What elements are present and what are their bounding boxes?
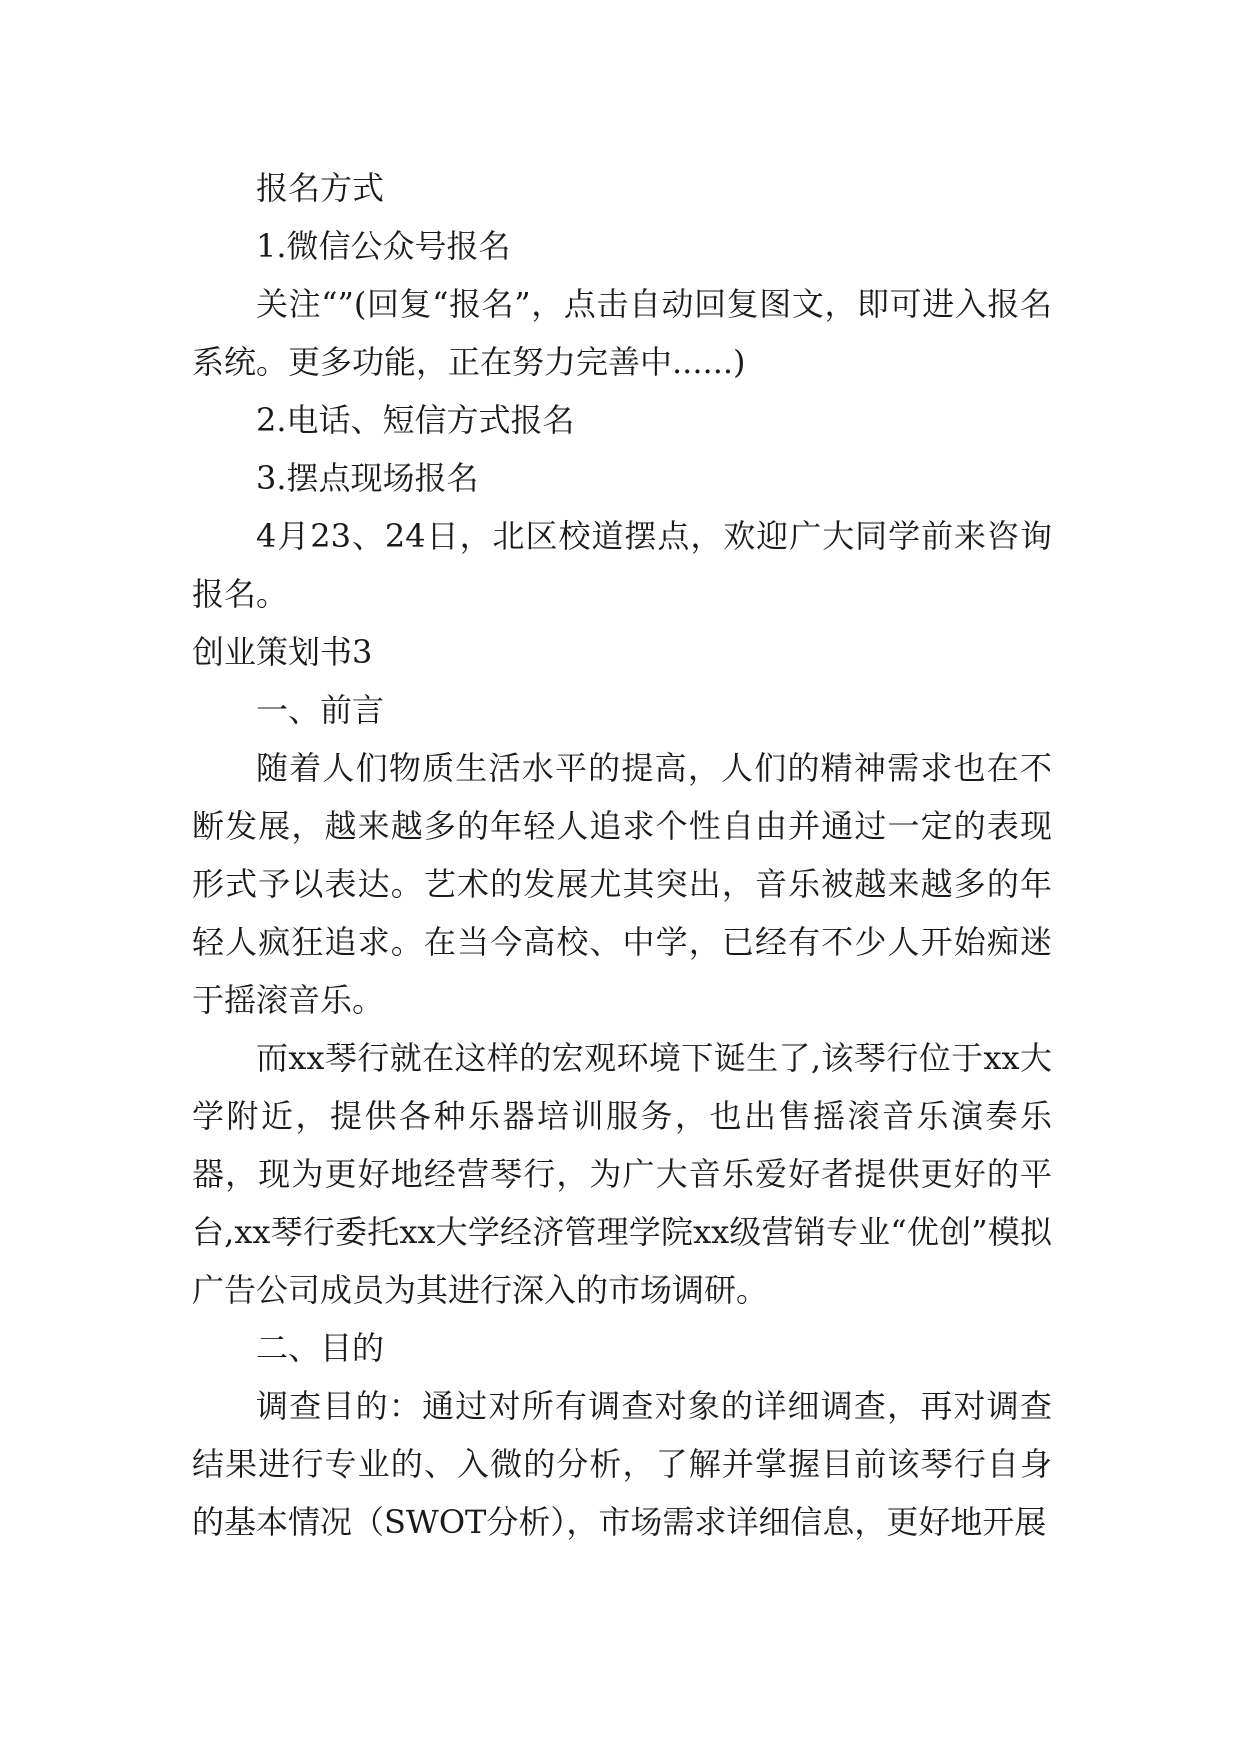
paragraph: 4月23、24日，北区校道摆点，欢迎广大同学前来咨询报名。 bbox=[192, 517, 1052, 613]
document-body bbox=[192, 159, 1052, 1551]
paragraph: 随着人们物质生活水平的提高，人们的精神需求也在不断发展，越来越多的年轻人追求个性自由并通过一定的表现形式予以表达。艺术的发展尤其突出，音乐被越来越多的年轻人疯狂追求。在当今高校、中学，已经有不少人开始痴迷于摇滚音乐。 bbox=[192, 749, 1052, 1019]
paragraph: 调查目的：通过对所有调查对象的详细调查，再对调查结果进行专业的、入微的分析，了解并掌握目前该琴行自身的基本情况（SWOT分析），市场需求详细信息，更好地开展 bbox=[192, 1387, 1052, 1541]
list-item: 3.摆点现场报名 bbox=[256, 459, 479, 497]
paragraph: 关注“”(回复“报名”，点击自动回复图文，即可进入报名系统。更多功能，正在努力完善中......) bbox=[192, 285, 1052, 381]
list-item: 2.电话、短信方式报名 bbox=[256, 401, 575, 439]
document-title: 创业策划书3 bbox=[192, 633, 373, 671]
list-item: 1.微信公众号报名 bbox=[256, 227, 511, 265]
section-heading: 二、目的 bbox=[256, 1329, 385, 1367]
section-heading: 报名方式 bbox=[256, 169, 385, 207]
section-heading: 一、前言 bbox=[256, 691, 385, 729]
paragraph: 而xx琴行就在这样的宏观环境下诞生了,该琴行位于xx大学附近，提供各种乐器培训服务，也出售摇滚音乐演奏乐器，现为更好地经营琴行，为广大音乐爱好者提供更好的平台,xx琴行委托xx大学经济管理学院xx级营销专业“优创”模拟广告公司成员为其进行深入的市场调研。 bbox=[192, 1039, 1052, 1309]
